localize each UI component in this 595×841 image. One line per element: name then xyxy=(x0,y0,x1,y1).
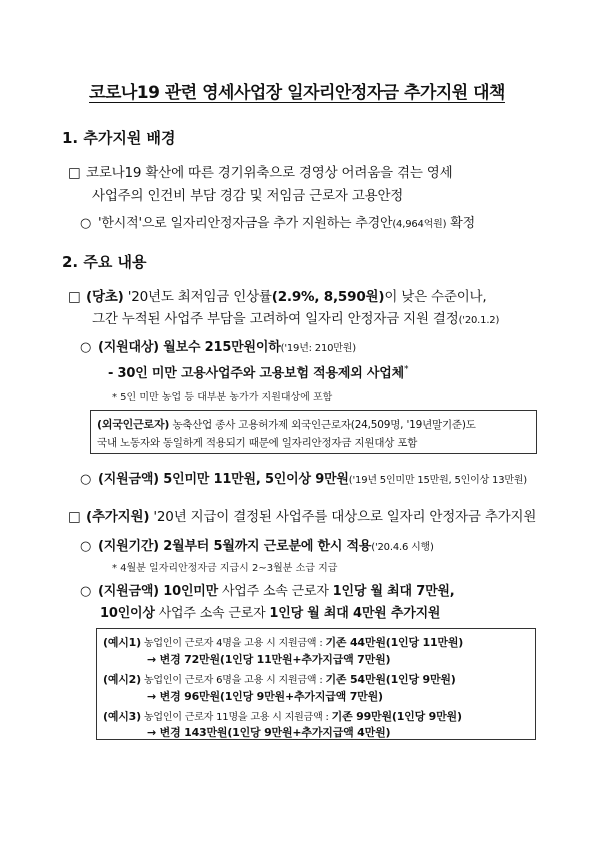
item1-amount-line: ○ (지원금액) 5인미만 11만원, 5인이상 9만원('19년 5인미만 15만원, 5인이상 13만원) xyxy=(80,472,527,487)
item2-line1: □ (추가지원) '20년 지급이 결정된 사업주를 대상으로 일자리 안정자금 추가지원 xyxy=(68,509,537,525)
circle-bullet-icon: ○ xyxy=(80,216,92,231)
item1-note: * 5인 미만 농업 등 대부분 농가가 지원대상에 포함 xyxy=(112,392,333,403)
section1-box-line2: 사업주의 인건비 부담 경감 및 저임금 근로자 고용안정 xyxy=(92,188,404,204)
circle-bullet-icon: ○ xyxy=(80,472,92,487)
circle-bullet-icon: ○ xyxy=(80,584,92,599)
square-bullet-icon: □ xyxy=(68,509,81,525)
circle-bullet-icon: ○ xyxy=(80,539,92,554)
section1-circle-line: ○ '한시적'으로 일자리안정자금을 추가 지원하는 추경안(4,964억원) 확정 xyxy=(80,216,475,231)
item2-amount-line2: 10인이상 사업주 소속 근로자 1인당 월 최대 4만원 추가지원 xyxy=(100,606,441,621)
example1-line1: (예시1) 농업인이 근로자 4명을 고용 시 지원금액 : 기존 44만원(1인당 11만원) xyxy=(103,636,464,649)
foreign-worker-box xyxy=(90,410,537,454)
item2-note: * 4월분 일자리안정자금 지급시 2~3월분 소급 지급 xyxy=(112,563,338,574)
section1-box-line1: □ 코로나19 확산에 따른 경기위축으로 경영상 어려움을 겪는 영세 xyxy=(68,165,453,181)
square-bullet-icon: □ xyxy=(68,165,81,181)
item2-period-line: ○ (지원기간) 2월부터 5월까지 근로분에 한시 적용('20.4.6 시행) xyxy=(80,539,434,554)
square-bullet-icon: □ xyxy=(68,289,81,305)
foreign-worker-line1: (외국인근로자) 농축산업 종사 고용허가제 외국인근로자(24,509명, '19년말기준)도 xyxy=(97,418,476,431)
examples-box xyxy=(96,628,536,740)
example3-line2: → 변경 143만원(1인당 9만원+추가지급액 4만원) xyxy=(147,726,391,739)
item2-amount-line1: ○ (지원금액) 10인미만 사업주 소속 근로자 1인당 월 최대 7만원, xyxy=(80,584,455,599)
example3-line1: (예시3) 농업인이 근로자 11명을 고용 시 지원금액 : 기존 99만원(1인당 9만원) xyxy=(103,710,462,723)
item1-dash-line: - 30인 미만 고용사업주와 고용보험 적용제외 사업체* xyxy=(108,364,409,381)
item1-line2: 그간 누적된 사업주 부담을 고려하여 일자리 안정자금 지원 결정('20.1.2) xyxy=(92,311,500,327)
example2-line2: → 변경 96만원(1인당 9만원+추가지급액 7만원) xyxy=(147,690,383,703)
item1-target-line: ○ (지원대상) 월보수 215만원이하('19년: 210만원) xyxy=(80,340,356,355)
item1-line1: □ (당초) '20년도 최저임금 인상률(2.9%, 8,590원)이 낮은 수준이나, xyxy=(68,289,487,305)
document-title: 코로나19 관련 영세사업장 일자리안정자금 추가지원 대책 xyxy=(89,83,505,103)
section1-heading: 1. 추가지원 배경 xyxy=(62,129,176,147)
example2-line1: (예시2) 농업인이 근로자 6명을 고용 시 지원금액 : 기존 54만원(1인당 9만원) xyxy=(103,673,456,686)
foreign-worker-line2: 국내 노동자와 동일하게 적용되기 때문에 일자리안정자금 지원대상 포함 xyxy=(97,437,418,449)
section2-heading: 2. 주요 내용 xyxy=(62,253,147,271)
example1-line2: → 변경 72만원(1인당 11만원+추가지급액 7만원) xyxy=(147,653,391,666)
circle-bullet-icon: ○ xyxy=(80,340,92,355)
